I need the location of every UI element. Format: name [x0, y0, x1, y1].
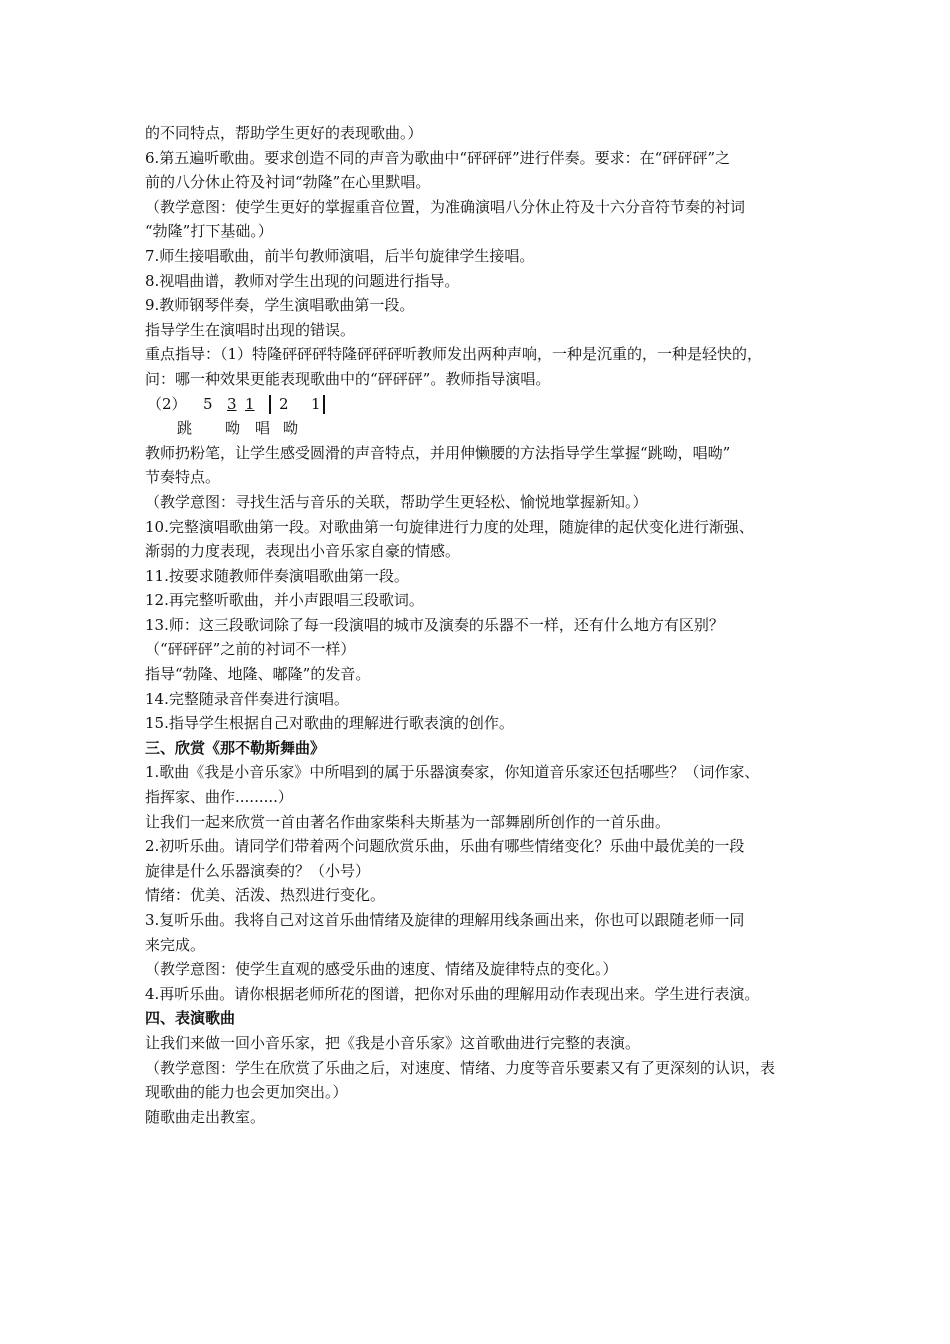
document-page	[145, 121, 815, 1129]
text-line: 的不同特点，帮助学生更好的表现歌曲。）	[145, 124, 423, 142]
text-line: 随歌曲走出教室。	[145, 1107, 266, 1126]
text-line: 9.教师钢琴伴奏，学生演唱歌曲第一段。	[145, 296, 415, 315]
text-line: 6.第五遍听歌曲。要求创造不同的声音为歌曲中“砰砰砰”进行伴奏。要求：在“砰砰砰”之	[145, 148, 730, 167]
text-line: 14.完整随录音伴奏进行演唱。	[145, 689, 349, 708]
note-1b: 1	[311, 394, 321, 413]
text-line: 13.师：这三段歌词除了每一段演唱的城市及演奏的乐器不一样，还有什么地方有区别？	[145, 615, 724, 634]
text-line: 指导“勃隆、地隆、嘟隆”的发音。	[145, 665, 371, 684]
text-line: （教学意图：使学生直观的感受乐曲的速度、情绪及旋律特点的变化。）	[145, 960, 618, 979]
text-line: （“砰砰砰”之前的衬词不一样）	[145, 640, 356, 659]
paragraph-block-section4	[145, 1031, 815, 1129]
text-line: 3.复听乐曲。我将自己对这首乐曲情绪及旋律的理解用线条画出来，你也可以跟随老师一同	[145, 911, 745, 929]
text-line: 教师扔粉笔，让学生感受圆滑的声音特点，并用伸懒腰的方法指导学生掌握“跳呦，唱呦”	[145, 443, 731, 462]
text-line: 15.指导学生根据自己对歌曲的理解进行歌表演的创作。	[145, 714, 514, 733]
section-heading-4: 四、表演歌曲	[145, 1009, 236, 1028]
text-line: 情绪：优美、活泼、热烈进行变化。	[145, 886, 386, 905]
text-line: 7.师生接唱歌曲，前半句教师演唱，后半句旋律学生接唱。	[145, 246, 535, 265]
paragraph-block-bottom	[145, 441, 815, 736]
text-line: 现歌曲的能力也会更加突出。）	[145, 1083, 348, 1102]
text-line: 1.歌曲《我是小音乐家》中所唱到的属于乐器演奏家，你知道音乐家还包括哪些？（词作家、	[145, 763, 760, 782]
text-line: 让我们来做一回小音乐家，把《我是小音乐家》这首歌曲进行完整的表演。	[145, 1033, 641, 1052]
paragraph-block-section3	[145, 760, 815, 1006]
text-line: 重点指导：（1）特隆砰砰砰特隆砰砰砰听教师发出两种声响，一种是沉重的，一种是轻快的，	[145, 345, 763, 364]
text-line: （教学意图：使学生更好的掌握重音位置，为准确演唱八分休止符及十六分音符节奏的衬词	[145, 197, 746, 216]
paragraph-block-top	[145, 121, 815, 392]
text-line: 渐弱的力度表现，表现出小音乐家自豪的情感。	[145, 542, 461, 561]
note-5: 5	[203, 394, 213, 413]
notation-label: （2）	[147, 394, 187, 413]
text-line: 前的八分休止符及衬词“勃隆”在心里默唱。	[145, 173, 431, 192]
text-line: “勃隆”打下基础。）	[145, 222, 273, 241]
text-line: 2.初听乐曲。请同学们带着两个问题欣赏乐曲，乐曲有哪些情绪变化？乐曲中最优美的一段	[145, 837, 745, 856]
text-line: 8.视唱曲谱，教师对学生出现的问题进行指导。	[145, 271, 460, 290]
lyric-chang: 唱	[255, 419, 271, 438]
text-line: 11.按要求随教师伴奏演唱歌曲第一段。	[145, 566, 409, 585]
text-line: 12.再完整听歌曲，并小声跟唱三段歌词。	[145, 591, 424, 610]
text-line: 旋律是什么乐器演奏的？（小号）	[145, 861, 371, 880]
lyric-tiao: 跳	[177, 419, 193, 438]
note-3: 3	[227, 394, 237, 413]
text-line: 让我们一起来欣赏一首由著名作曲家柴科夫斯基为一部舞剧所创作的一首乐曲。	[145, 812, 671, 831]
note-2: 2	[279, 394, 289, 413]
lyrics-line	[145, 416, 815, 441]
notation-line	[145, 392, 815, 417]
text-line: 来完成。	[145, 935, 206, 954]
text-line: 指导学生在演唱时出现的错误。	[145, 320, 356, 339]
lyric-you2: 呦	[283, 419, 299, 438]
text-line: 4.再听乐曲。请你根据老师所花的图谱，把你对乐曲的理解用动作表现出来。学生进行表演。	[145, 984, 760, 1003]
text-line: 10.完整演唱歌曲第一段。对歌曲第一句旋律进行力度的处理，随旋律的起伏变化进行渐强、	[145, 517, 754, 536]
text-line: （教学意图：学生在欣赏了乐曲之后，对速度、情绪、力度等音乐要素又有了更深刻的认识，表	[145, 1058, 776, 1077]
text-line: （教学意图：寻找生活与音乐的关联，帮助学生更轻松、愉悦地掌握新知。）	[145, 492, 648, 511]
text-line: 节奏特点。	[145, 468, 221, 487]
note-1: 1	[245, 394, 255, 413]
text-line: 指挥家、曲作.........）	[145, 788, 293, 807]
bar-line-end	[323, 395, 325, 414]
section-heading-3: 三、欣赏《那不勒斯舞曲》	[145, 738, 326, 757]
lyric-you1: 呦	[225, 419, 241, 438]
text-line: 问：哪一种效果更能表现歌曲中的“砰砰砰”。教师指导演唱。	[145, 369, 551, 388]
bar-line	[269, 395, 271, 414]
